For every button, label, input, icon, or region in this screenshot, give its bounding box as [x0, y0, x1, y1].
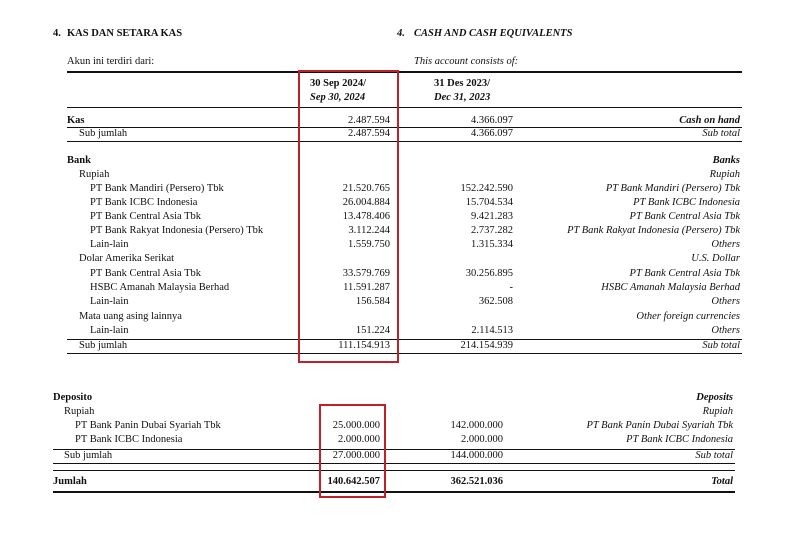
row-label-id: PT Bank Panin Dubai Syariah Tbk [75, 420, 221, 431]
column-header-prior-id: 31 Des 2023/ [434, 78, 490, 89]
row-label-id: Jumlah [53, 476, 87, 487]
value-prior: 144.000.000 [450, 450, 503, 461]
row-label-id: Lain-lain [90, 325, 129, 336]
value-current: 2.000.000 [338, 434, 380, 445]
value-prior: 2.737.282 [471, 225, 513, 236]
row-label-id: Kas [67, 115, 85, 126]
value-current: 2.487.594 [348, 115, 390, 126]
value-prior: 9.421.283 [471, 211, 513, 222]
intro-text-id: Akun ini terdiri dari: [67, 56, 155, 67]
row-label-id: HSBC Amanah Malaysia Berhad [90, 282, 230, 293]
value-prior: 214.154.939 [460, 340, 513, 351]
row-label-id: Sub jumlah [79, 340, 128, 351]
value-prior: 30.256.895 [465, 268, 513, 279]
row-label-id: Sub jumlah [64, 450, 113, 461]
subtotal-rule-top [53, 449, 735, 450]
row-label-en: Others [711, 239, 740, 250]
header-bottom-rule [67, 107, 742, 108]
row-label-en: PT Bank Rakyat Indonesia (Persero) Tbk [567, 225, 740, 236]
subtotal-rule-top [67, 127, 742, 128]
row-label-id: PT Bank Mandiri (Persero) Tbk [90, 183, 224, 194]
value-prior: 362.521.036 [450, 476, 503, 487]
row-label-id: PT Bank Central Asia Tbk [90, 211, 202, 222]
row-label-id: Mata uang asing lainnya [79, 311, 182, 322]
value-prior: 1.315.334 [471, 239, 513, 250]
value-current: 151.224 [355, 325, 390, 336]
row-label-en: PT Bank ICBC Indonesia [626, 434, 733, 445]
highlight-box-current-deposits [319, 404, 386, 498]
subtotal-rule-bottom [67, 353, 742, 354]
highlight-box-current-cash [298, 70, 399, 363]
row-label-en: PT Bank Mandiri (Persero) Tbk [605, 183, 740, 194]
row-label-en: Other foreign currencies [636, 311, 740, 322]
value-prior: 142.000.000 [450, 420, 503, 431]
column-header-current-id: 30 Sep 2024/ [310, 78, 367, 89]
value-prior: 2.000.000 [461, 434, 503, 445]
row-label-en: PT Bank ICBC Indonesia [633, 197, 740, 208]
subtotal-rule-bottom [53, 463, 735, 464]
row-label-en: Deposits [696, 392, 733, 403]
header-top-rule [67, 71, 742, 73]
value-current: 25.000.000 [332, 420, 380, 431]
subtotal-rule-top [67, 339, 742, 340]
row-label-id: Bank [67, 155, 91, 166]
value-current: 111.154.913 [338, 340, 390, 351]
row-label-en: Cash on hand [679, 115, 740, 126]
row-label-id: Rupiah [64, 406, 95, 417]
row-label-id: PT Bank Central Asia Tbk [90, 268, 202, 279]
row-label-en: Total [711, 476, 733, 487]
row-label-en: Sub total [702, 128, 740, 139]
row-label-en: Banks [712, 155, 740, 166]
value-current: 3.112.244 [348, 225, 390, 236]
value-prior: - [509, 282, 513, 293]
row-label-en: PT Bank Central Asia Tbk [629, 211, 740, 222]
column-header-current-en: Sep 30, 2024 [310, 92, 366, 103]
value-current: 140.642.507 [327, 476, 380, 487]
value-prior: 4.366.097 [471, 115, 513, 126]
row-label-id: Rupiah [79, 169, 110, 180]
total-rule-bottom [53, 491, 735, 493]
row-label-en: Sub total [702, 340, 740, 351]
row-label-id: PT Bank ICBC Indonesia [90, 197, 198, 208]
intro-text-en: This account consists of: [414, 56, 519, 67]
row-label-id: Deposito [53, 392, 93, 403]
row-label-id: PT Bank Rakyat Indonesia (Persero) Tbk [90, 225, 264, 236]
row-label-id: Lain-lain [90, 239, 129, 250]
row-label-en: PT Bank Panin Dubai Syariah Tbk [586, 420, 733, 431]
value-current: 2.487.594 [348, 128, 390, 139]
total-rule-top [53, 470, 735, 471]
value-current: 33.579.769 [342, 268, 390, 279]
section-number-en: 4. [397, 28, 405, 39]
value-current: 156.584 [355, 296, 390, 307]
value-current: 27.000.000 [332, 450, 380, 461]
value-current: 21.520.765 [342, 183, 390, 194]
value-current: 13.478.406 [342, 211, 390, 222]
row-label-id: PT Bank ICBC Indonesia [75, 434, 183, 445]
value-prior: 362.508 [478, 296, 513, 307]
section-title-id: KAS DAN SETARA KAS [67, 28, 183, 39]
value-prior: 2.114.513 [471, 325, 513, 336]
row-label-en: Rupiah [702, 406, 733, 417]
row-label-en: Rupiah [709, 169, 740, 180]
value-current: 1.559.750 [348, 239, 390, 250]
row-label-en: Sub total [695, 450, 733, 461]
row-label-en: Others [711, 325, 740, 336]
row-label-en: U.S. Dollar [691, 253, 740, 264]
value-current: 11.591.287 [343, 282, 390, 293]
value-prior: 4.366.097 [471, 128, 513, 139]
value-prior: 152.242.590 [460, 183, 513, 194]
row-label-id: Dolar Amerika Serikat [79, 253, 175, 264]
subtotal-rule-bottom [67, 141, 742, 142]
value-current: 26.004.884 [342, 197, 390, 208]
row-label-en: HSBC Amanah Malaysia Berhad [601, 282, 740, 293]
row-label-en: PT Bank Central Asia Tbk [629, 268, 740, 279]
value-prior: 15.704.534 [465, 197, 513, 208]
column-header-prior-en: Dec 31, 2023 [434, 92, 491, 103]
section-number: 4. [53, 28, 61, 39]
section-title-en: CASH AND CASH EQUIVALENTS [414, 28, 573, 39]
row-label-en: Others [711, 296, 740, 307]
row-label-id: Sub jumlah [79, 128, 128, 139]
row-label-id: Lain-lain [90, 296, 129, 307]
